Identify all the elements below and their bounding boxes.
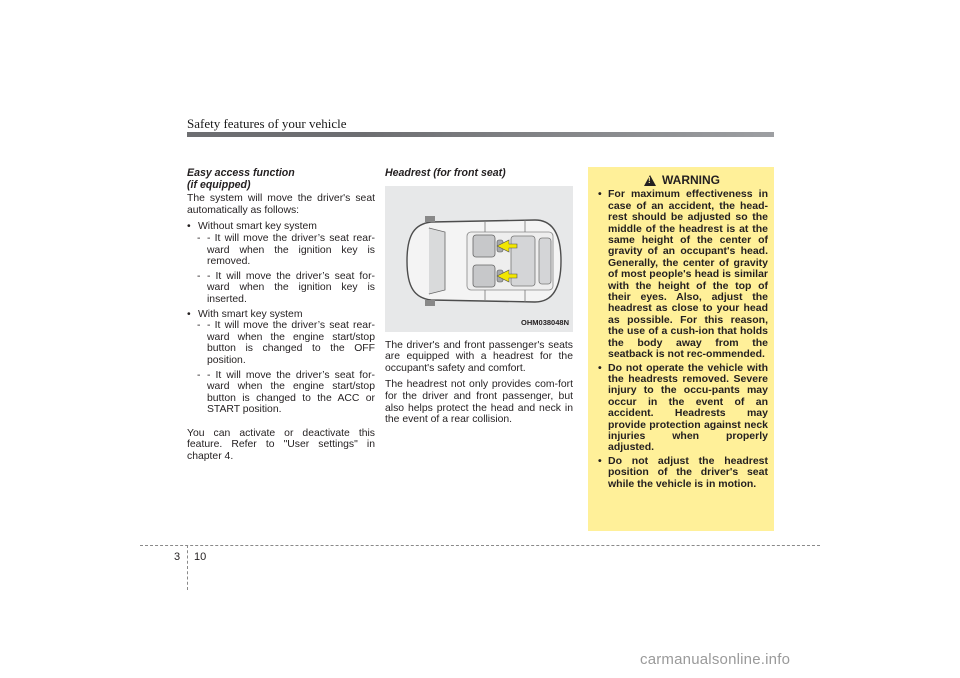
car-top-view-figure <box>385 186 573 332</box>
warning-item: • For maximum effectiveness in case of an accident, the head-rest should be adjusted so the middle of the headrest is at the same height of the center of gravity of an occupant's head. Generally, the center of gravity of most people's head is similar with the height of the top of their eyes. Also, adjust the headrest as close to your head as possible. For this reason, the use of a cush-ion that holds the body away from the seatback is not rec-ommended. <box>596 189 768 360</box>
sub-item-forward-key-inserted: - - It will move the driver’s seat for-ward when the ignition key is inserted. <box>187 271 375 306</box>
watermark: carmanualsonline.info <box>640 651 791 668</box>
headrest-column <box>385 168 573 431</box>
page-number: 10 <box>194 551 207 563</box>
easy-access-heading-line2: (if equipped) <box>187 178 251 191</box>
warning-box <box>588 167 774 531</box>
bullet-with-smart-key: • With smart key system <box>187 309 375 321</box>
warning-item: • Do not adjust the headrest position of the driver's seat while the vehicle is in motion. <box>596 456 768 490</box>
page-section-number: 3 <box>174 551 181 563</box>
figure-code: OHM038048N <box>521 318 569 327</box>
easy-access-column <box>187 168 375 468</box>
headrest-heading: Headrest (for front seat) <box>385 167 506 179</box>
easy-access-intro: The system will move the driver's seat automatically as follows: <box>187 193 375 216</box>
footer-dashed-rule <box>140 545 820 546</box>
footer-dashed-divider <box>187 545 188 590</box>
sub-item-forward-acc-start: - - It will move the driver’s seat for-ward when the engine start/stop button is changed to the ACC or START position. <box>187 370 375 416</box>
headrest-para2: The headrest not only provides com-fort for the driver and front passenger, but also helps protect the head and neck in the event of a rear collision. <box>385 379 573 426</box>
warning-header <box>596 175 768 186</box>
header-rule <box>187 132 774 137</box>
warning-title: WARNING <box>662 173 720 187</box>
easy-access-heading <box>187 168 375 191</box>
page-header-title: Safety features of your vehicle <box>187 116 347 131</box>
sub-item-rearward-off: - - It will move the driver’s seat rear-ward when the engine start/stop button is changed to the OFF position. <box>187 320 375 366</box>
easy-access-footer: You can activate or deactivate this feature. Refer to "User settings" in chapter 4. <box>187 427 375 463</box>
warning-triangle-icon <box>644 175 656 186</box>
bullet-without-smart-key: • Without smart key system <box>187 221 375 233</box>
headrest-para1: The driver's and front passenger's seats are equipped with a headrest for the occupant's safety and comfort. <box>385 339 573 374</box>
car-top-view-illustration <box>385 186 573 332</box>
warning-item: • Do not operate the vehicle with the headrests removed. Severe injury to the occu-pants may occur in the event of an accident. Headrests may provide protection against neck injuries when properly adjusted. <box>596 363 768 454</box>
sub-item-rearward-key-removed: - - It will move the driver’s seat rear-ward when the ignition key is removed. <box>187 233 375 268</box>
easy-access-heading-line1: Easy access function <box>187 167 295 179</box>
